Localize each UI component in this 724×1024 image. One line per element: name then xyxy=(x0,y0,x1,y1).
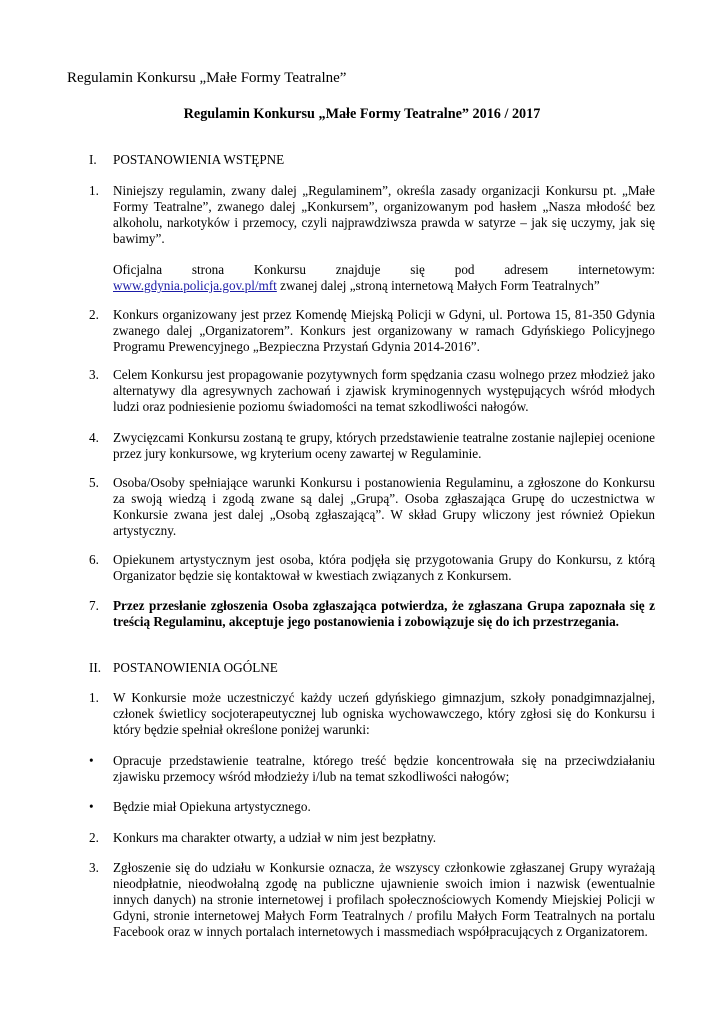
item-text: Opiekunem artystycznym jest osoba, która podjęła się przygotowania Grupy do Konkursu, z którą Organizator będzie się kontaktował w kwestiach związanych z Konkursem. xyxy=(113,552,655,583)
bullet-text: Będzie miał Opiekuna artystycznego. xyxy=(113,799,311,814)
section-number: I. xyxy=(89,152,97,167)
item-text: Niniejszy regulamin, zwany dalej „Regulaminem”, określa zasady organizacji Konkursu pt. „Małe Formy Teatralne”, zwanego dalej „Konkursem”, organizowanym pod hasłem „Nasza młodość bez alkoholu, narkotyków i przemocy, czyli najprawdziwsza prawda w satyrze – jak się uczymy, jak się bawimy”. xyxy=(113,183,655,246)
website-link[interactable]: www.gdynia.policja.gov.pl/mft xyxy=(113,278,277,293)
item-number: 2. xyxy=(89,307,99,322)
bullet-item-1 xyxy=(89,753,655,785)
list-item-7 xyxy=(89,598,655,630)
list-item-1 xyxy=(89,183,655,247)
item-text: Zwycięzcami Konkursu zostaną te grupy, których przedstawienie teatralne zostanie najlepiej ocenione przez jury konkursowe, wg kryterium oceny zawartej w Regulaminie. xyxy=(113,430,655,461)
list-item-ii-1 xyxy=(89,690,655,738)
item-number: 4. xyxy=(89,430,99,445)
list-item-2 xyxy=(89,307,655,355)
bullet-text: Opracuje przedstawienie teatralne, którego treść będzie koncentrowała się na przeciwdziałaniu zjawisku przemocy wśród młodzieży i/lub na temat szkodliwości nałogów; xyxy=(113,753,655,784)
website-line: Oficjalna strona Konkursu znajduje się pod adresem internetowym: xyxy=(113,262,655,277)
item-text: W Konkursie może uczestniczyć każdy uczeń gdyńskiego gimnazjum, szkoły ponadgimnazjalnej, członek świetlicy socjoterapeutycznej lub ogniska wychowawczego, który zgłosi się do Konkursu i który będzie spełniał określone poniżej warunki: xyxy=(113,690,655,737)
item-text: Konkurs ma charakter otwarty, a udział w nim jest bezpłatny. xyxy=(113,830,437,845)
item-number: 2. xyxy=(89,830,99,845)
item-number: 3. xyxy=(89,367,99,382)
section-title: POSTANOWIENIA WSTĘPNE xyxy=(113,152,285,167)
list-item-3 xyxy=(89,367,655,415)
item-text: Konkurs organizowany jest przez Komendę Miejską Policji w Gdyni, ul. Portowa 15, 81-350 Gdynia zwanego dalej „Organizatorem”. Konkurs jest organizowany w ramach Gdyńskiego Policyjnego Programu Prewencyjnego „Bezpieczna Przystań Gdynia 2014-2016”. xyxy=(113,307,655,354)
website-suffix: zwanej dalej „stroną internetową Małych Form Teatralnych” xyxy=(276,278,600,293)
section-heading-1 xyxy=(89,151,284,168)
item-number: 6. xyxy=(89,552,99,567)
item-text: Zgłoszenie się do udziału w Konkursie oznacza, że wszyscy członkowie zgłaszanej Grupy wyrażają nieodpłatnie, nieodwołalną zgodę na publiczne ujawnienie swoich imion i nazwisk (ewentualnie innych danych) na stronie internetowej i profilach społecznościowych Komendy Miejskiej Policji w Gdyni, stronie internetowej Małych Form Teatralnych / profilu Małych Form Teatralnych na portalu Facebook oraz w innych portalach internetowych i massmediach współpracujących z Organizatorem. xyxy=(113,860,655,939)
item-number: 7. xyxy=(89,598,99,613)
list-item-ii-2 xyxy=(89,830,655,846)
item-text: Celem Konkursu jest propagowanie pozytywnych form spędzania czasu wolnego przez młodzież jako alternatywy dla agresywnych zachowań i zjawisk kryminogennych występujących wśród młodych ludzi oraz podniesienie poziomu świadomości na temat szkodliwości nałogów. xyxy=(113,367,655,414)
item-text: Osoba/Osoby spełniające warunki Konkursu i postanowienia Regulaminu, a zgłoszone do Konkursu za swoją wiedzą i zgodą zwane są dalej „Grupą”. Osoba zgłaszająca Grupę do uczestnictwa w Konkursie zwana jest dalej „Osobą zgłaszającą”. W skład Grupy wliczony jest również Opiekun artystyczny. xyxy=(113,475,655,538)
document-title: Regulamin Konkursu „Małe Formy Teatralne” xyxy=(67,70,347,86)
bullet-symbol: • xyxy=(89,799,94,814)
list-item-4 xyxy=(89,430,655,462)
item-text-bold: Przez przesłanie zgłoszenia Osoba zgłaszająca potwierdza, że zgłaszana Grupa zapoznała się z treścią Regulaminu, akceptuje jego postanowienia i zobowiązuje się do ich przestrzegania. xyxy=(113,598,655,629)
bullet-symbol: • xyxy=(89,753,94,768)
bullet-item-2 xyxy=(89,799,655,815)
list-item-6 xyxy=(89,552,655,584)
item-number: 1. xyxy=(89,690,99,705)
section-title: POSTANOWIENIA OGÓLNE xyxy=(113,660,278,675)
website-paragraph xyxy=(113,262,655,294)
list-item-5 xyxy=(89,475,655,539)
section-number: II. xyxy=(89,660,102,675)
item-number: 1. xyxy=(89,183,99,198)
main-title: Regulamin Konkursu „Małe Formy Teatralne” 2016 / 2017 xyxy=(183,106,541,122)
section-heading-2 xyxy=(89,659,278,676)
list-item-ii-3 xyxy=(89,860,655,940)
item-number: 3. xyxy=(89,860,99,875)
item-number: 5. xyxy=(89,475,99,490)
